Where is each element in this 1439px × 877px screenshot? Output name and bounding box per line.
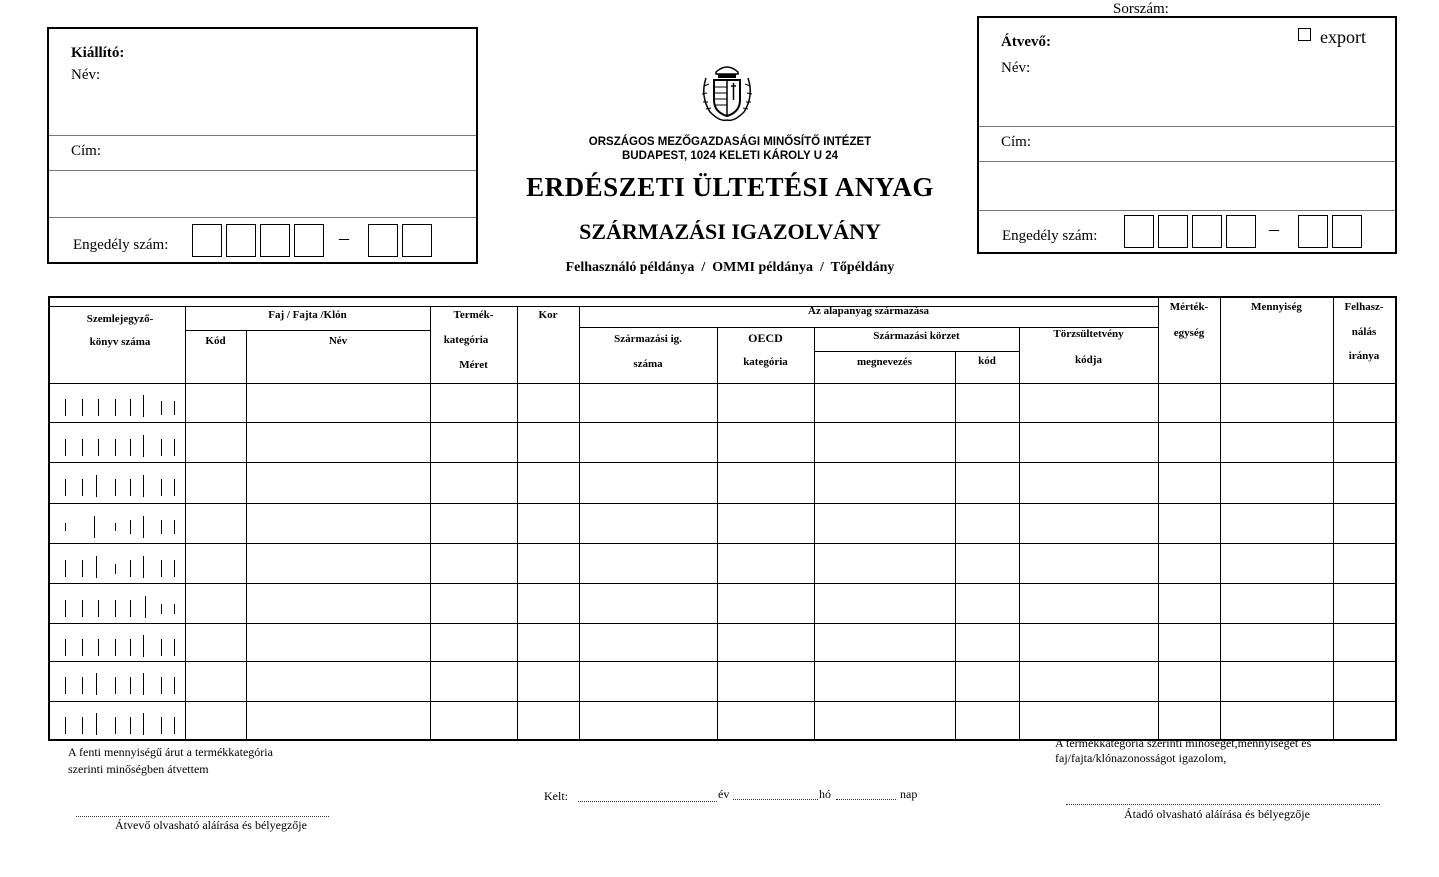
header-record-no-2: könyv száma (89, 336, 151, 348)
recipient-permit-digit-3[interactable] (1192, 215, 1222, 248)
main-table (48, 296, 1397, 741)
issuer-box (47, 27, 478, 264)
header-unit-2: egység (1173, 327, 1205, 339)
header-use-3: iránya (1348, 350, 1380, 362)
date-kelt-label: Kelt: (544, 789, 568, 803)
recipient-permit-digit-6[interactable] (1332, 215, 1362, 248)
header-origin: Az alapanyag származása (808, 305, 929, 317)
header-age: Kor (538, 309, 558, 321)
recipient-box (977, 16, 1397, 254)
header-origin-cert-1: Származási ig. (614, 333, 682, 345)
header-category-1: Termék- (453, 309, 494, 321)
export-label: export (1320, 27, 1366, 47)
header-oecd-2: kategória (743, 356, 788, 368)
header-oecd-1: OECD (748, 331, 783, 345)
issuer-address-line-2 (49, 217, 476, 218)
issuer-address-label: Cím: (71, 143, 102, 159)
received-statement-1: A fenti mennyiségű árut a termékkategória (68, 745, 273, 759)
institute-name: ORSZÁGOS MEZŐGAZDASÁGI MINŐSÍTŐ INTÉZET (588, 136, 872, 148)
certify-statement-1: A termékkategória szerinti minőséget,mennyiséget és (1055, 736, 1312, 750)
date-nap-label: nap (900, 787, 918, 801)
date-place-line (578, 801, 717, 802)
receiver-signature-label: Átvevő olvasható aláírása és bélyegzője (115, 818, 307, 832)
row-line-3 (50, 503, 1395, 504)
header-district: Származási körzet (873, 330, 960, 342)
receiver-signature-line (76, 816, 329, 817)
header-unit-1: Mérték- (1169, 301, 1209, 313)
header-stock-1: Törzsültetvény (1053, 328, 1124, 340)
issuer-permit-digit-2[interactable] (226, 224, 256, 257)
issuer-permit-digit-6[interactable] (402, 224, 432, 257)
copy-designation: Felhasználó példánya / OMMI példánya / Tőpéldány (565, 260, 895, 275)
coat-of-arms-icon (696, 60, 758, 124)
recipient-address-line-2 (979, 210, 1395, 211)
issuer-permit-digit-3[interactable] (260, 224, 290, 257)
recipient-permit-digit-4[interactable] (1226, 215, 1256, 248)
recipient-permit-label: Engedély szám: (1002, 228, 1098, 244)
institute-address: BUDAPEST, 1024 KELETI KÁROLY U 24 (621, 150, 838, 162)
issuer-address-line-1 (49, 170, 476, 171)
recipient-address-line-1 (979, 161, 1395, 162)
date-ho-label: hó (819, 787, 831, 801)
issuer-title: Kiállító: (71, 45, 125, 61)
row-line-1 (50, 422, 1395, 423)
header-use-1: Felhasz- (1344, 301, 1384, 313)
issuer-permit-digit-1[interactable] (192, 224, 222, 257)
row-line-8 (50, 701, 1395, 702)
recipient-permit-digit-5[interactable] (1298, 215, 1328, 248)
issuer-permit-digit-4[interactable] (294, 224, 324, 257)
issuer-name-label: Név: (71, 67, 101, 83)
issuer-permit-dash: – (339, 227, 349, 249)
date-day-line (836, 799, 896, 800)
header-record-no-1: Szemlejegyző- (86, 313, 154, 325)
header-use-2: nálás (1351, 326, 1377, 338)
date-ev-label: év (718, 787, 730, 801)
giver-signature-label: Átadó olvasható aláírása és bélyegzője (1124, 807, 1310, 821)
header-species: Faj / Fajta /Klón (268, 309, 347, 321)
certify-statement-2: faj/fajta/klónazonosságot igazolom, (1055, 751, 1227, 765)
issuer-name-line (49, 135, 476, 136)
header-size: Méret (459, 359, 488, 371)
recipient-address-label: Cím: (1001, 134, 1032, 150)
issuer-permit-label: Engedély szám: (73, 237, 169, 253)
header-quantity: Mennyiség (1251, 301, 1302, 313)
header-origin-cert-2: száma (633, 358, 663, 370)
recipient-permit-digit-1[interactable] (1124, 215, 1154, 248)
row-line-7 (50, 661, 1395, 662)
document-title-line1: ERDÉSZETI ÜLTETÉSI ANYAG (526, 172, 934, 202)
recipient-name-label: Név: (1001, 60, 1031, 76)
row-line-5 (50, 583, 1395, 584)
recipient-name-line (979, 126, 1395, 127)
header-district-name: megnevezés (857, 356, 912, 368)
row-line-2 (50, 462, 1395, 463)
header-code: Kód (205, 335, 226, 347)
row-line-6 (50, 623, 1395, 624)
header-category-2: kategória (443, 334, 489, 346)
date-month-line (733, 799, 818, 800)
recipient-permit-digit-2[interactable] (1158, 215, 1188, 248)
serial-label: Sorszám: (1113, 1, 1169, 17)
received-statement-2: szerinti minőségben átvettem (68, 762, 209, 776)
header-district-code: kód (978, 355, 996, 367)
issuer-permit-digit-5[interactable] (368, 224, 398, 257)
header-stock-2: kódja (1075, 354, 1102, 366)
document-title-line2: SZÁRMAZÁSI IGAZOLVÁNY (579, 219, 881, 244)
giver-signature-line (1066, 804, 1380, 805)
header-name: Név (328, 335, 348, 347)
recipient-title: Átvevő: (1001, 34, 1051, 50)
row-line-4 (50, 543, 1395, 544)
recipient-permit-dash: – (1269, 218, 1279, 240)
export-checkbox[interactable] (1298, 28, 1311, 41)
